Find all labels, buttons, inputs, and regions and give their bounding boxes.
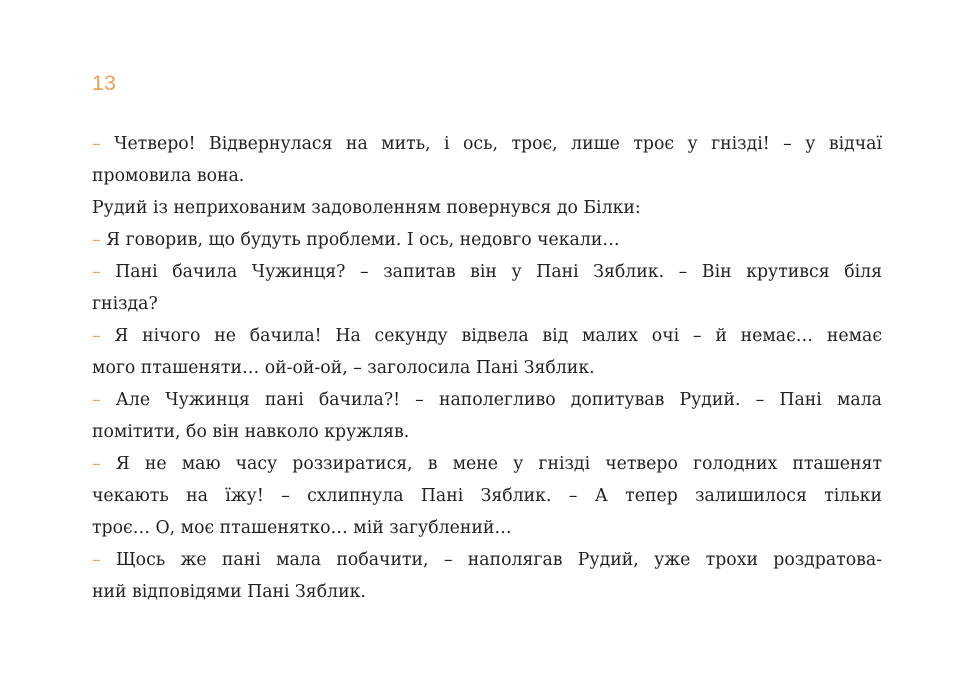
dialogue-dash: – [92, 326, 101, 346]
dialogue-line [92, 128, 882, 160]
dialogue-line [92, 448, 882, 480]
body-text [92, 128, 882, 608]
line-text: Але Чужинця пані бачила?! – наполегливо допитував Рудий. – Пані мала [115, 390, 882, 410]
line-text: Я говорив, що будуть проблеми. І ось, недовго чекали… [106, 230, 620, 250]
dialogue-line [92, 256, 882, 288]
line-text: Рудий із неприхованим задоволенням повернувся до Білки: [92, 198, 641, 218]
dialogue-line [92, 384, 882, 416]
line-text: ний відповідями Пані Зяблик. [92, 582, 366, 602]
dialogue-dash: – [92, 550, 101, 570]
line-text: помітити, бо він навколо кружляв. [92, 422, 410, 442]
line-text: промовила вона. [92, 166, 245, 186]
dialogue-dash: – [92, 134, 101, 154]
line-text: гнізда? [92, 294, 158, 314]
dialogue-line [92, 224, 882, 256]
line-text: Щось же пані мала побачити, – наполягав Рудий, уже трохи роздратова- [115, 550, 882, 570]
text-line [92, 576, 882, 608]
line-text: Четверо! Відвернулася на мить, і ось, троє, лише троє у гнізді! – у відчаї [114, 134, 882, 154]
line-text: чекають на їжу! – схлипнула Пані Зяблик. – А тепер залишилося тільки [92, 486, 882, 506]
text-line [92, 160, 882, 192]
line-text: мого пташеняти… ой-ой-ой, – заголосила Пані Зяблик. [92, 358, 595, 378]
text-line [92, 288, 882, 320]
dialogue-dash: – [92, 230, 101, 250]
dialogue-dash: – [92, 262, 101, 282]
text-line [92, 352, 882, 384]
dialogue-dash: – [92, 454, 101, 474]
text-line [92, 480, 882, 512]
dialogue-line [92, 320, 882, 352]
line-text: Пані бачила Чужинця? – запитав він у Пані Зяблик. – Він крутився біля [115, 262, 882, 282]
dialogue-dash: – [92, 390, 101, 410]
text-line [92, 192, 882, 224]
text-line [92, 512, 882, 544]
line-text: Я нічого не бачила! На секунду відвела від малих очі – й немає… немає [114, 326, 882, 346]
text-line [92, 416, 882, 448]
page-number: 13 [92, 72, 117, 95]
line-text: троє… О, моє пташенятко… мій загублений… [92, 518, 512, 538]
dialogue-line [92, 544, 882, 576]
line-text: Я не маю часу роззиратися, в мене у гнізді четверо голодних пташенят [115, 454, 882, 474]
